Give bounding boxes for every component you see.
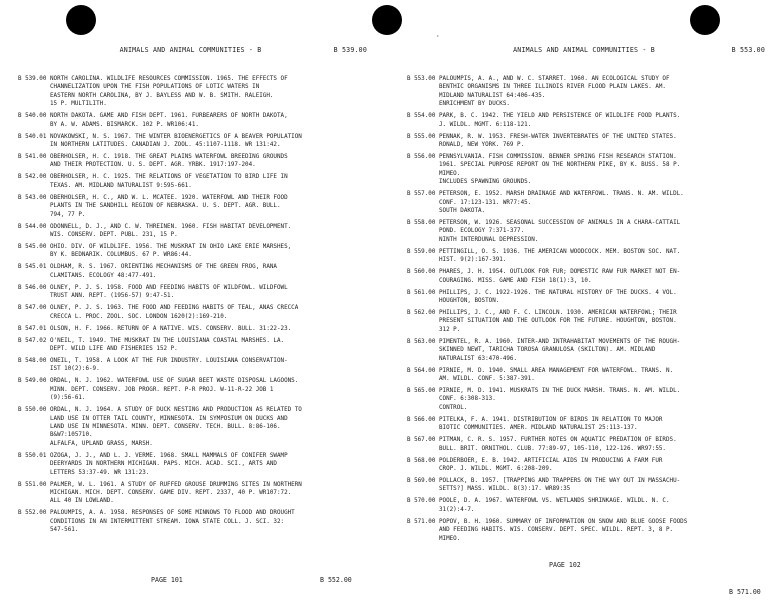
right-page-header-title: ANIMALS AND ANIMAL COMMUNITIES - B — [513, 46, 655, 54]
citation-line: LAND USE IN OTTER TAIL COUNTY, MINNESOTA. IN SYMPOSIUM ON DUCKS AND — [50, 415, 288, 422]
citation-line: BY K. BEDNARIK. COLUMBUS. 67 P. WR86:44. — [50, 252, 192, 259]
entry-code: B 557.00 — [407, 191, 436, 198]
citation-line: OZOGA, J. J., AND L. J. VERME. 1968. SMALL MAMMALS OF CONIFER SWAMP — [50, 452, 288, 459]
citation-line: PHILLIPS, J. C. 1922-1926. THE NATURAL HISTORY OF THE DUCKS. 4 VOL. — [439, 289, 677, 296]
entry-citation — [439, 387, 680, 412]
entry-code: B 547.01 — [18, 325, 47, 332]
citation-line: ENRICHMENT BY DUCKS. — [439, 101, 510, 108]
citation-line: TEXAS. AM. MIDLAND NATURALIST 9:595-661. — [50, 182, 192, 189]
citation-line: BY A. W. ADAMS. BISMARCK. 102 P. WR106:41. — [50, 121, 199, 128]
entry-citation — [50, 377, 298, 402]
citation-line: PHARES, J. H. 1954. OUTLOOK FOR FUR; DOMESTIC RAW FUR MARKET NOT EN- — [439, 269, 681, 276]
citation-line: CHANNELIZATION UPON THE FISH POPULATIONS OF LOTIC WATERS IN — [50, 84, 260, 91]
citation-line: LETTERS 53:37-49. WR 131:23. — [50, 469, 150, 476]
citation-line: WIS. CONSERV. DEPT. PUBL. 231, 15 P. — [50, 232, 178, 238]
entry-citation — [50, 75, 288, 109]
citation-line: PIMENTEL, R. A. 1960. INTER-AND INTRAHABITAT MOVEMENTS OF THE ROUGH- — [439, 338, 681, 345]
entry-citation — [439, 133, 677, 150]
citation-line: ONEIL, T. 1958. A LOOK AT THE FUR INDUSTRY. LOUISIANA CONSERVATION- — [50, 358, 288, 364]
entry-citation — [50, 452, 288, 477]
entry-code: B 544.00 — [18, 223, 47, 230]
entry-code: B 570.00 — [407, 498, 436, 505]
citation-line: OBERHOLSER, H. C. 1925. THE RELATIONS OF VEGETATION TO BIRD LIFE IN — [50, 174, 288, 181]
citation-line: ALL 40 IN LOWLAND. — [50, 498, 114, 505]
entry-code: B 542.00 — [18, 174, 47, 181]
citation-line: POPOV, B. H. 1960. SUMMARY OF INFORMATION ON SNOW AND BLUE GOOSE FOODS — [439, 518, 688, 525]
entry-citation — [439, 416, 662, 433]
entry-citation — [50, 112, 288, 129]
entry-code: B 565.00 — [407, 388, 436, 394]
citation-line: NATURALIST 63:470-496. — [439, 355, 518, 362]
citation-line: NINTH INTERDUNAL DEPRESSION. — [439, 236, 539, 243]
citation-line: OLNEY, P. J. S. 1958. FOOD AND FEEDING HABITS OF WILDFOWL. WILDFOWL — [50, 284, 288, 291]
citation-line: 547-561. — [50, 527, 79, 534]
citation-line: MIMEO. — [439, 170, 461, 177]
citation-line: CONF. 6:308-313. — [439, 396, 496, 403]
scan-mark: ‘ — [436, 35, 440, 42]
citation-line: (9):56-61. — [50, 395, 86, 402]
entry-citation — [50, 509, 295, 534]
citation-line: CROP. J. WILDL. MGMT. 6:208-209. — [439, 466, 553, 472]
citation-line: OLNEY, P. J. S. 1963. THE FOOD AND FEEDING HABITS OF TEAL, ANAS CRECCA — [50, 305, 299, 312]
entry-citation — [439, 436, 677, 453]
citation-line: CONF. 17:123-131. WR77:45. — [439, 199, 532, 206]
citation-line: CRECCA L. PROC. ZOOL. SOC. LONDON 1620(2):169-210. — [50, 313, 228, 320]
citation-line: EASTERN NORTH CAROLINA, BY J. BAYLESS AND W. B. SMITH. RALEIGH. — [50, 92, 274, 99]
entry-code: B 548.00 — [18, 358, 47, 364]
citation-line: POOLE, D. A. 1967. WATERFOWL VS. WETLANDS SHRINKAGE. WILDL. N. C. — [439, 498, 670, 505]
citation-line: 312 P. — [439, 326, 461, 333]
citation-line: PIRNIE, M. D. 1940. SMALL AREA MANAGEMENT FOR WATERFOWL. TRANS. N. — [439, 367, 674, 374]
right-page-footer-code: B 571.00 — [729, 588, 761, 596]
entry-code: B 561.00 — [407, 289, 436, 296]
citation-line: INCLUDES SPAWNING GROUNDS. — [439, 179, 532, 186]
citation-line: PHILLIPS, J. C., AND F. C. LINCOLN. 1930. AMERICAN WATERFOWL; THEIR — [439, 310, 677, 316]
citation-line: LAND USE IN MINNESOTA. MINN. DEPT. CONSERV. TECH. BULL. 8:86-106. — [50, 424, 281, 430]
entry-citation — [50, 357, 288, 374]
entry-citation — [50, 153, 288, 170]
entry-code: B 551.00 — [18, 481, 47, 488]
citation-line: PETTINGILL, O. S. 1936. THE AMERICAN WOODCOCK. MEM. BOSTON SOC. NAT. — [439, 248, 681, 255]
citation-line: PETERSON, W. 1926. SEASONAL SUCCESSION OF ANIMALS IN A CHARA-CATTAIL — [439, 220, 681, 226]
entry-code: B 540.01 — [18, 133, 47, 140]
citation-line: CONDITIONS IN AN INTERMITTENT STREAM. IOWA STATE COLL. J. SCI. 32: — [50, 518, 285, 525]
right-page-number: PAGE 102 — [549, 561, 581, 569]
entry-citation — [50, 133, 302, 150]
entry-code: B 545.00 — [18, 244, 47, 250]
entry-citation — [50, 263, 277, 280]
citation-line: NORTH DAKOTA. GAME AND FISH DEPT. 1961. FURBEARERS OF NORTH DAKOTA, — [50, 113, 288, 120]
entry-citation — [439, 268, 680, 285]
citation-line: MIDLAND NATURALIST 64:406-435. — [439, 92, 546, 99]
left-page-header-code: B 539.00 — [333, 46, 367, 54]
citation-line: ORDAL, N. J. 1964. A STUDY OF DUCK NESTING AND PRODUCTION AS RELATED TO — [50, 407, 302, 414]
entry-code: B 558.00 — [407, 220, 436, 226]
entry-citation — [439, 248, 680, 265]
entry-code: B 564.00 — [407, 367, 436, 374]
citation-line: PIRNIE, M. D. 1941. MUSKRATS IN THE DUCK MARSH. TRANS. N. AM. WILDL. — [439, 388, 681, 394]
entry-code: B 566.00 — [407, 416, 436, 423]
entry-citation — [50, 325, 291, 333]
citation-line: AND FEEDING HABITS. WIS. CONSERV. DEPT. SPEC. WILDL. REPT. 3, 8 P. — [439, 527, 674, 534]
citation-line: HIST. 9(2):167-391. — [439, 257, 507, 264]
citation-line: NORTH CAROLINA. WILDLIFE RESOURCES COMMISSION. 1965. THE EFFECTS OF — [50, 76, 288, 82]
citation-line: 794, 77 P. — [50, 211, 86, 218]
right-page-header-code: B 553.00 — [731, 46, 765, 54]
citation-line: BIOTIC COMMUNITIES. AMER. MIDLAND NATURALIST 25:113-137. — [439, 425, 638, 432]
entry-citation — [439, 219, 680, 244]
citation-line: OBERHOLSER, H. C. 1918. THE GREAT PLAINS WATERFOWL BREEDING GROUNDS — [50, 154, 288, 160]
citation-line: POND. ECOLOGY 7:371-377. — [439, 228, 525, 235]
entry-citation — [439, 457, 662, 474]
entry-code: B 568.00 — [407, 457, 436, 464]
entry-citation — [439, 112, 680, 129]
citation-line: MIMEO. — [439, 535, 461, 542]
entry-code: B 555.00 — [407, 133, 436, 140]
citation-line: PENNSYLVANIA. FISH COMMISSION. BENNER SPRING FISH RESEARCH STATION. — [439, 154, 677, 160]
citation-line: CLAMITANS. ECOLOGY 48:477-491. — [50, 272, 157, 279]
citation-line: OHIO. DIV. OF WILDLIFE. 1956. THE MUSKRAT IN OHIO LAKE ERIE MARSHES, — [50, 244, 292, 250]
citation-line: CONTROL. — [439, 404, 468, 411]
citation-line: IN NORTHERN LATITUDES. CANADIAN J. ZOOL. 45:1107-1118. WR 131:42. — [50, 142, 281, 148]
citation-line: PITELKA, F. A. 1941. DISTRIBUTION OF BIRDS IN RELATION TO MAJOR — [439, 416, 663, 423]
citation-line: SOUTH DAKOTA. — [439, 208, 486, 214]
citation-line: POLDERBOER, E. B. 1942. ARTIFICIAL AIDS IN PRODUCING A FARM FUR — [439, 457, 663, 464]
left-page-header-title: ANIMALS AND ANIMAL COMMUNITIES - B — [119, 46, 262, 54]
entry-code: B 539.00 — [18, 76, 47, 82]
citation-line: IST 10(2):6-9. — [50, 366, 100, 373]
entry-code: B 553.00 — [407, 76, 436, 82]
citation-line: ORDAL, N. J. 1962. WATERFOWL USE OF SUGAR BEET WASTE DISPOSAL LAGOONS. — [50, 378, 299, 385]
entry-code: B 562.00 — [407, 310, 436, 316]
entry-citation — [50, 284, 288, 301]
citation-line: DEPT. WILD LIFE AND FISHERIES 152 P. — [50, 346, 178, 352]
entry-citation — [439, 75, 670, 109]
entry-code: B 569.00 — [407, 478, 436, 484]
citation-line: O'NEIL, T. 1949. THE MUSKRAT IN THE LOUISIANA COASTAL MARSHES. LA. — [50, 337, 285, 344]
entry-citation — [439, 338, 680, 363]
entry-citation — [50, 173, 288, 190]
citation-line: J. WILDL. MGMT. 6:118-121. — [439, 121, 532, 128]
citation-line: SKINNED NEWT, TARICHA TOROSA GRANULOSA (SKILTON). AM. MIDLAND — [439, 347, 656, 354]
right-page — [389, 0, 779, 600]
left-page — [0, 0, 381, 600]
entry-code: B 547.02 — [18, 337, 47, 344]
citation-line: TRUST ANN. REPT. (1956-57) 9:47-51. — [50, 293, 175, 300]
citation-line: B&W7:105710. — [50, 432, 93, 439]
entry-code: B 550.01 — [18, 452, 47, 459]
citation-line: PALMER, W. L. 1961. A STUDY OF RUFFED GROUSE DRUMMING SITES IN NORTHERN — [50, 481, 302, 488]
citation-line: BULL. BRIT. ORNITHOL. CLUB. 77:89-97, 105-110, 122-126. WR97:55. — [439, 445, 666, 452]
citation-line: OLSON, H. F. 1966. RETURN OF A NATIVE. WIS. CONSERV. BULL. 31:22-23. — [50, 325, 292, 332]
citation-line: NOVAKOWSKI, N. S. 1967. THE WINTER BIOENERGETICS OF A BEAVER POPULATION — [50, 133, 302, 140]
citation-line: PARK, B. C. 1942. THE YIELD AND PERSISTENCE OF WILDLIFE FOOD PLANTS. — [439, 113, 681, 120]
citation-line: OBERHOLSER, H. C., AND W. L. MCATEE. 1920. WATERFOWL AND THEIR FOOD — [50, 194, 288, 201]
entry-code: B 556.00 — [407, 154, 436, 160]
citation-line: ALFALFA, UPLAND GRASS, MARSH. — [50, 440, 153, 447]
citation-line: 1961. SPECIAL PURPOSE REPORT ON THE NORTHERN PIKE, BY K. BUSS. 58 P. — [439, 162, 681, 169]
entry-code: B 559.00 — [407, 248, 436, 255]
citation-line: RONALD, NEW YORK. 769 P. — [439, 142, 525, 148]
citation-line: DEERYARDS IN NORTHERN MICHIGAN. PAPS. MICH. ACAD. SCI., ARTS AND — [50, 461, 277, 468]
entry-code: B 545.01 — [18, 264, 47, 271]
citation-line: HOUGHTON, BOSTON. — [439, 298, 500, 304]
entry-code: B 560.00 — [407, 269, 436, 276]
entry-citation — [50, 243, 291, 260]
entry-code: B 549.00 — [18, 378, 47, 385]
citation-line: PALOUMPIS, A. A., AND W. C. STARRET. 1960. AN ECOLOGICAL STUDY OF — [439, 76, 670, 82]
entry-citation — [50, 337, 284, 354]
citation-line: PENNAK, R. W. 1953. FRESH-WATER INVERTEBRATES OF THE UNITED STATES. — [439, 133, 677, 140]
entry-citation — [50, 223, 291, 240]
entry-citation — [50, 481, 302, 506]
entry-code: B 563.00 — [407, 338, 436, 345]
entry-citation — [439, 518, 687, 543]
citation-line: PETERSON, E. 1952. MARSH DRAINAGE AND WATERFOWL. TRANS. N. AM. WILDL. — [439, 191, 684, 198]
entry-citation — [50, 304, 298, 321]
citation-line: AND THEIR PROTECTION. U. S. DEPT. AGR. YRBK. 1917:197-204. — [50, 162, 256, 169]
citation-line: MINN. DEPT. CONSERV. JOB PROGR. REPT. P-R PROJ. W-11-R-22 JOB 1 — [50, 386, 274, 393]
citation-line: PLANTS IN THE SANDHILL REGION OF NEBRASKA. U. S. DEPT. AGR. BULL. — [50, 203, 281, 210]
entry-code: B 567.00 — [407, 437, 436, 444]
citation-line: OLDHAM, R. S. 1967. ORIENTING MECHANISMS OF THE GREEN FROG, RANA — [50, 264, 277, 271]
citation-line: COURAGING. MISS. GAME AND FISH 18(1):3, 10. — [439, 277, 592, 284]
citation-line: 31(2):4-7. — [439, 506, 475, 513]
entry-citation — [439, 289, 677, 306]
citation-line: PRESENT SITUATION AND THE OUTLOOK FOR THE FUTURE. HOUGHTON, BOSTON. — [439, 318, 677, 325]
citation-line: ODONNELL, D. J., AND C. W. THREINEN. 1960. FISH HABITAT DEVELOPMENT. — [50, 223, 292, 230]
entry-code: B 541.00 — [18, 154, 47, 160]
entry-code: B 571.00 — [407, 518, 436, 525]
entry-code: B 554.00 — [407, 113, 436, 120]
citation-line: 15 P. MULTILITH. — [50, 101, 107, 108]
entry-citation — [439, 367, 673, 384]
citation-line: POLLACK, B. 1957. [TRAPPING AND TRAPPERS ON THE WAY OUT IN MASSACHU- — [439, 478, 681, 484]
entry-citation — [50, 194, 288, 219]
citation-line: SETTS?] MASS. WILDL. 8(3):17. WR89:35 — [439, 486, 571, 493]
citation-line: MICHIGAN. MICH. DEPT. CONSERV. GAME DIV. REPT. 2337, 40 P. WR107:72. — [50, 490, 292, 496]
citation-line: PALOUMPIS, A. A. 1958. RESPONSES OF SOME MINNOWS TO FLOOD AND DROUGHT — [50, 510, 295, 517]
entry-code: B 550.00 — [18, 407, 47, 414]
entry-citation — [439, 190, 684, 215]
entry-citation — [439, 153, 680, 187]
citation-line: AM. WILDL. CONF. 5:387-391. — [439, 376, 535, 382]
entry-code: B 552.00 — [18, 510, 47, 517]
entry-code: B 543.00 — [18, 194, 47, 201]
entry-citation — [439, 497, 670, 514]
entry-code: B 547.00 — [18, 305, 47, 312]
entry-code: B 546.00 — [18, 284, 47, 291]
entry-citation — [439, 309, 677, 334]
citation-line: BENTHIC ORGANISMS IN THREE ILLINOIS RIVER FLOOD PLAIN LAKES. AM. — [439, 84, 666, 91]
left-page-footer-code: B 552.00 — [320, 576, 352, 584]
entry-citation — [439, 477, 680, 494]
entry-code: B 540.00 — [18, 113, 47, 120]
citation-line: PITMAN, C. R. S. 1957. FURTHER NOTES ON AQUATIC PREDATION OF BIRDS. — [439, 437, 677, 444]
entry-citation — [50, 406, 302, 448]
left-page-number: PAGE 101 — [151, 576, 183, 584]
